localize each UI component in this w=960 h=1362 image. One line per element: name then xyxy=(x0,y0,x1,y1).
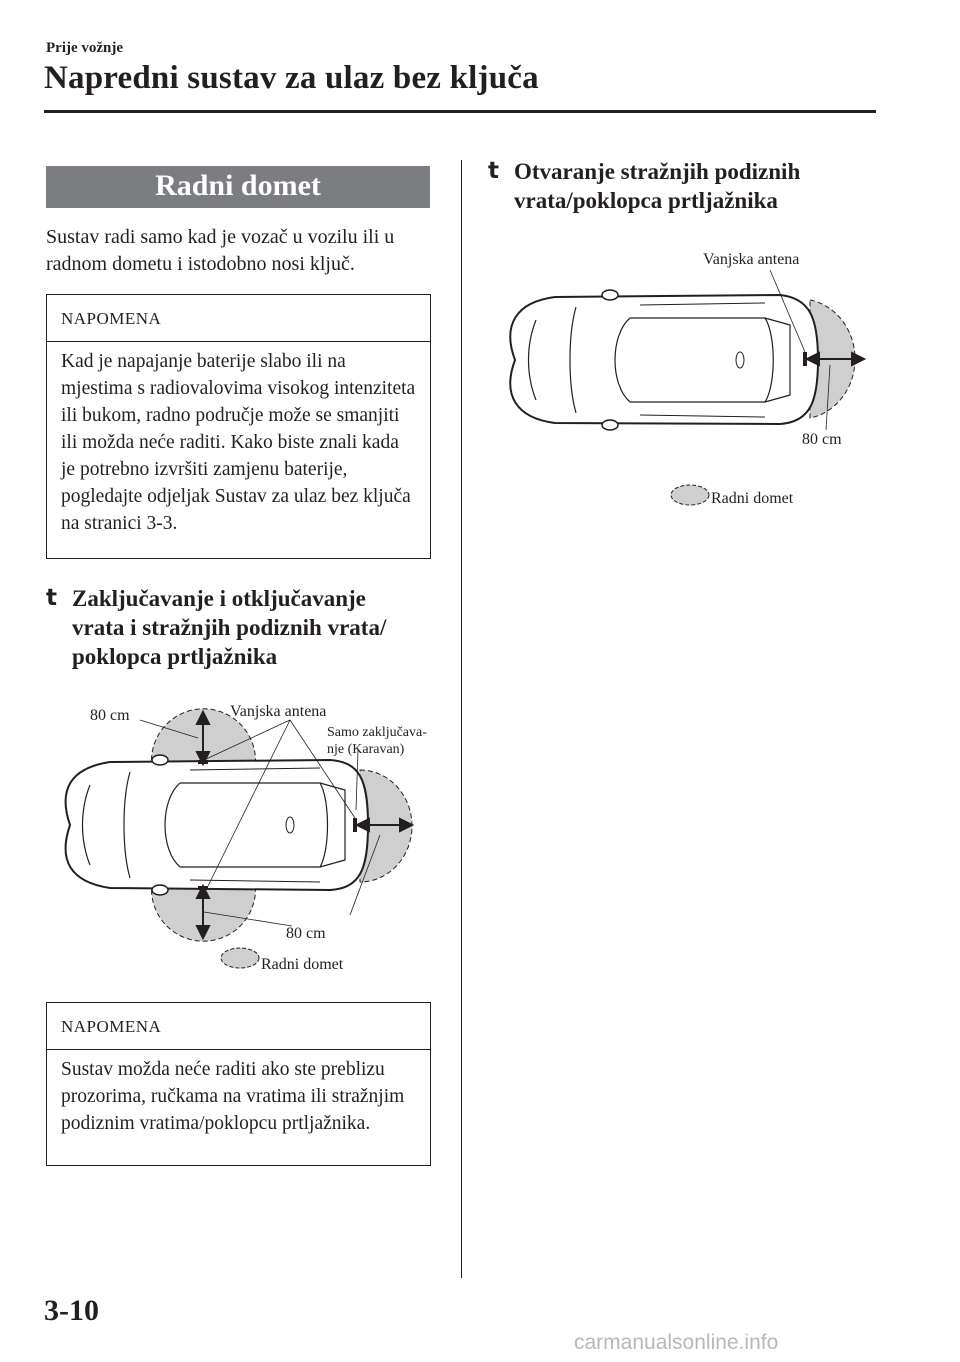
legend-label: Radni domet xyxy=(711,490,794,507)
bullet-glyph: t xyxy=(488,158,499,184)
note-box-1 xyxy=(46,294,431,559)
legend-swatch xyxy=(221,948,259,968)
section-header: Prije vožnje xyxy=(46,40,124,56)
note-body: Sustav možda neće raditi ako ste preblizu prozorima, ručkama na vratima ili stražnjim podiznim vratima/poklopcu prtljažnika. xyxy=(61,1059,405,1134)
label-wagon-only: nje (Karavan) xyxy=(327,742,405,757)
page-title: Napredni sustav za ulaz bez ključa xyxy=(44,60,539,96)
heading-line: vrata i stražnjih podiznih vrata/ xyxy=(72,615,387,640)
note-body: Kad je napajanje baterije slabo ili na mjestima s radiovalovima visokog intenziteta ili bukom, radno područje može se smanjiti ili možda neće raditi. Kako biste znali kada je potrebno izvršiti zamjenu baterije, pogledajte odjeljak Sustav za ulaz bez ključa na stranici 3-3. xyxy=(61,351,416,534)
legend-label: Radni domet xyxy=(261,956,344,973)
heading-line: Otvaranje stražnjih podiznih xyxy=(514,159,801,184)
car-diagram-open xyxy=(480,240,900,520)
label-antenna: Vanjska antena xyxy=(230,703,327,720)
legend-swatch xyxy=(671,485,709,505)
heading-line: poklopca prtljažnika xyxy=(72,644,278,669)
intro-paragraph: Sustav radi samo kad je vozač u vozilu ili u radnom dometu i istodobno nosi ključ. xyxy=(46,226,395,275)
header-rule xyxy=(44,110,876,113)
section-heading-open xyxy=(488,157,888,217)
note-label: NAPOMENA xyxy=(47,1003,430,1050)
car-outline xyxy=(66,755,368,895)
label-distance: 80 cm xyxy=(802,431,842,448)
label-antenna: Vanjska antena xyxy=(703,251,800,268)
watermark: carmanualsonline.info xyxy=(574,1331,779,1354)
label-distance-top: 80 cm xyxy=(90,707,130,724)
label-wagon-only: Samo zaključava- xyxy=(327,725,427,740)
note-box-2 xyxy=(46,1002,431,1166)
section-banner: Radni domet xyxy=(46,166,430,208)
bullet-glyph: t xyxy=(46,585,57,611)
car-diagram-lock xyxy=(30,690,450,990)
heading-line: Zaključavanje i otključavanje xyxy=(72,586,366,611)
label-distance-bottom: 80 cm xyxy=(286,925,326,942)
car-outline xyxy=(510,290,818,430)
note-label: NAPOMENA xyxy=(47,295,430,342)
column-divider xyxy=(461,160,462,1278)
heading-line: vrata/poklopca prtljažnika xyxy=(514,188,778,213)
section-heading-lock xyxy=(46,584,446,674)
page-number: 3-10 xyxy=(44,1294,99,1327)
